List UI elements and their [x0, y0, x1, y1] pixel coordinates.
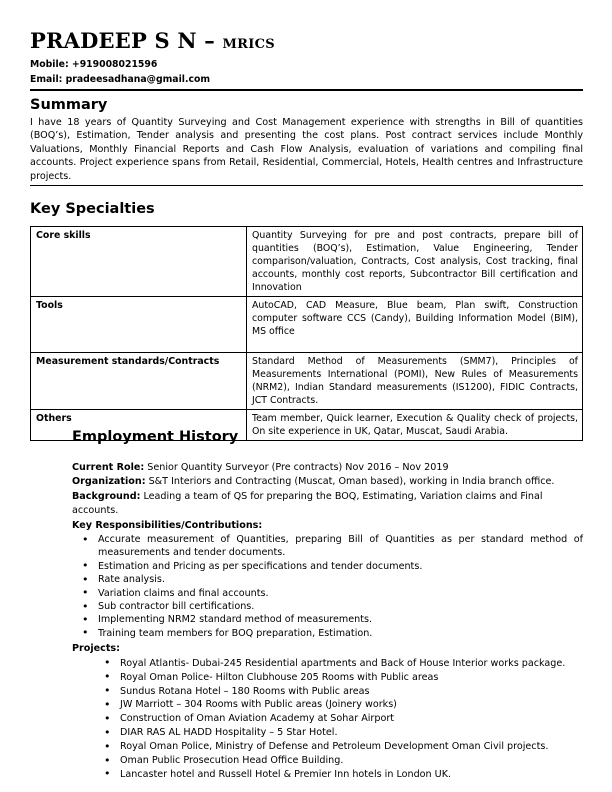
contact-email: Email: pradeesadhana@gmail.com: [30, 73, 211, 85]
list-item: • Lancaster hotel and Russell Hotel & Premier Inn hotels in London UK.: [120, 768, 583, 782]
table-cell-value: Team member, Quick learner, Execution & Quality check of projects, On site experience in UK, Qatar, Muscat, Saudi Arabia.: [247, 410, 583, 441]
key-specialties-table: [30, 226, 583, 441]
summary-divider: [30, 185, 583, 186]
projects-heading: Projects:: [72, 643, 120, 655]
table-cell-value: Standard Method of Measurements (SMM7), Principles of Measurements International (POMI), New Rules of Measurements (NRM2), Indian Standard measurements (IS1200), FIDIC Contracts, JCT Contracts.: [247, 353, 583, 410]
header-divider: [30, 89, 583, 91]
list-item: • Sub contractor bill certifications.: [98, 600, 583, 613]
current-role-line: [72, 461, 583, 475]
table-cell-value: Quantity Surveying for pre and post contracts, prepare bill of quantities (BOQ’s), Estimation, Value Engineering, Tender comparison/valuation, Contracts, Cost analysis, Cost tracking, final accounts, monthly cost reports, Subcontractor Bill certification and Innovation: [247, 227, 583, 297]
table-row: [31, 227, 583, 297]
list-item: • Royal Oman Police- Hilton Clubhouse 205 Rooms with Public areas: [120, 671, 583, 685]
list-item: • Estimation and Pricing as per specifications and tender documents.: [98, 560, 583, 573]
table-cell-label: Tools: [31, 297, 247, 353]
list-item: • DIAR RAS AL HADD Hospitality – 5 Star Hotel.: [120, 726, 583, 740]
list-item: • Accurate measurement of Quantities, preparing Bill of Quantities as per standard method of measurements and tender documents.: [98, 533, 583, 560]
list-item: • Implementing NRM2 standard method of measurements.: [98, 613, 583, 626]
list-item: • Royal Atlantis- Dubai-245 Residential apartments and Back of House Interior works package.: [120, 657, 583, 671]
contact-mobile: Mobile: +919008021596: [30, 59, 158, 70]
employment-section: [72, 461, 583, 782]
table-cell-label: Measurement standards/Contracts: [31, 353, 247, 410]
summary-text: I have 18 years of Quantity Surveying and Cost Management experience with strengths in Bill of quantities (BOQ’s), Estimation, Tender analysis and presenting the cost plans. Post contract services include Monthly Valuations, Monthly Financial Reports and Cash Flow Analysis, evaluation of variations and compiling final accounts. Project experience spans from Retail, Residential, Commercial, Hotels, Health centres and Infrastructure projects.: [30, 117, 583, 182]
current-role-label: Current Role:: [72, 462, 145, 473]
list-item: • Construction of Oman Aviation Academy at Sohar Airport: [120, 712, 583, 726]
background-label: Background:: [72, 490, 141, 502]
list-item: • Rate analysis.: [98, 573, 583, 586]
list-item: • Training team members for BOQ preparation, Estimation.: [98, 627, 583, 640]
candidate-name-text: PRADEEP S N –: [30, 28, 223, 53]
background-value: Leading a team of QS for preparing the BOQ, Estimating, Variation claims and Final accounts.: [72, 490, 543, 517]
list-item: • JW Marriott – 304 Rooms with Public areas (Joinery works): [120, 698, 583, 712]
summary-section: [30, 96, 583, 186]
organization-value: S&T Interiors and Contracting (Muscat, Oman based), working in India branch office.: [145, 476, 555, 488]
responsibilities-heading: Key Responsibilities/Contributions:: [72, 519, 263, 531]
table-row: [31, 297, 583, 353]
header: [30, 28, 583, 91]
current-role-value: Senior Quantity Surveyor (Pre contracts) Nov 2016 – Nov 2019: [144, 462, 449, 473]
candidate-name: [30, 28, 583, 57]
table-cell-label: Core skills: [31, 227, 247, 297]
table-cell-value: AutoCAD, CAD Measure, Blue beam, Plan swift, Construction computer software CCS (Candy), Building Information Model (BIM), MS office: [247, 297, 583, 353]
responsibilities-list: [72, 533, 583, 640]
employment-history-heading: Employment History: [72, 429, 239, 445]
candidate-credential: MRICS: [222, 37, 275, 52]
table-cell-label: Others: [31, 410, 247, 441]
list-item: • Sundus Rotana Hotel – 180 Rooms with Public areas: [120, 685, 583, 699]
projects-list: [72, 657, 583, 782]
key-specialties-heading: Key Specialties: [30, 201, 155, 217]
list-item: • Variation claims and final accounts.: [98, 587, 583, 600]
organization-line: [72, 475, 583, 489]
summary-heading: Summary: [30, 97, 108, 113]
organization-label: Organization:: [72, 476, 146, 488]
background-line: [72, 490, 583, 519]
list-item: • Royal Oman Police, Ministry of Defense and Petroleum Development Oman Civil projects.: [120, 740, 583, 754]
list-item: • Oman Public Prosecution Head Office Building.: [120, 754, 583, 768]
table-row: [31, 353, 583, 410]
